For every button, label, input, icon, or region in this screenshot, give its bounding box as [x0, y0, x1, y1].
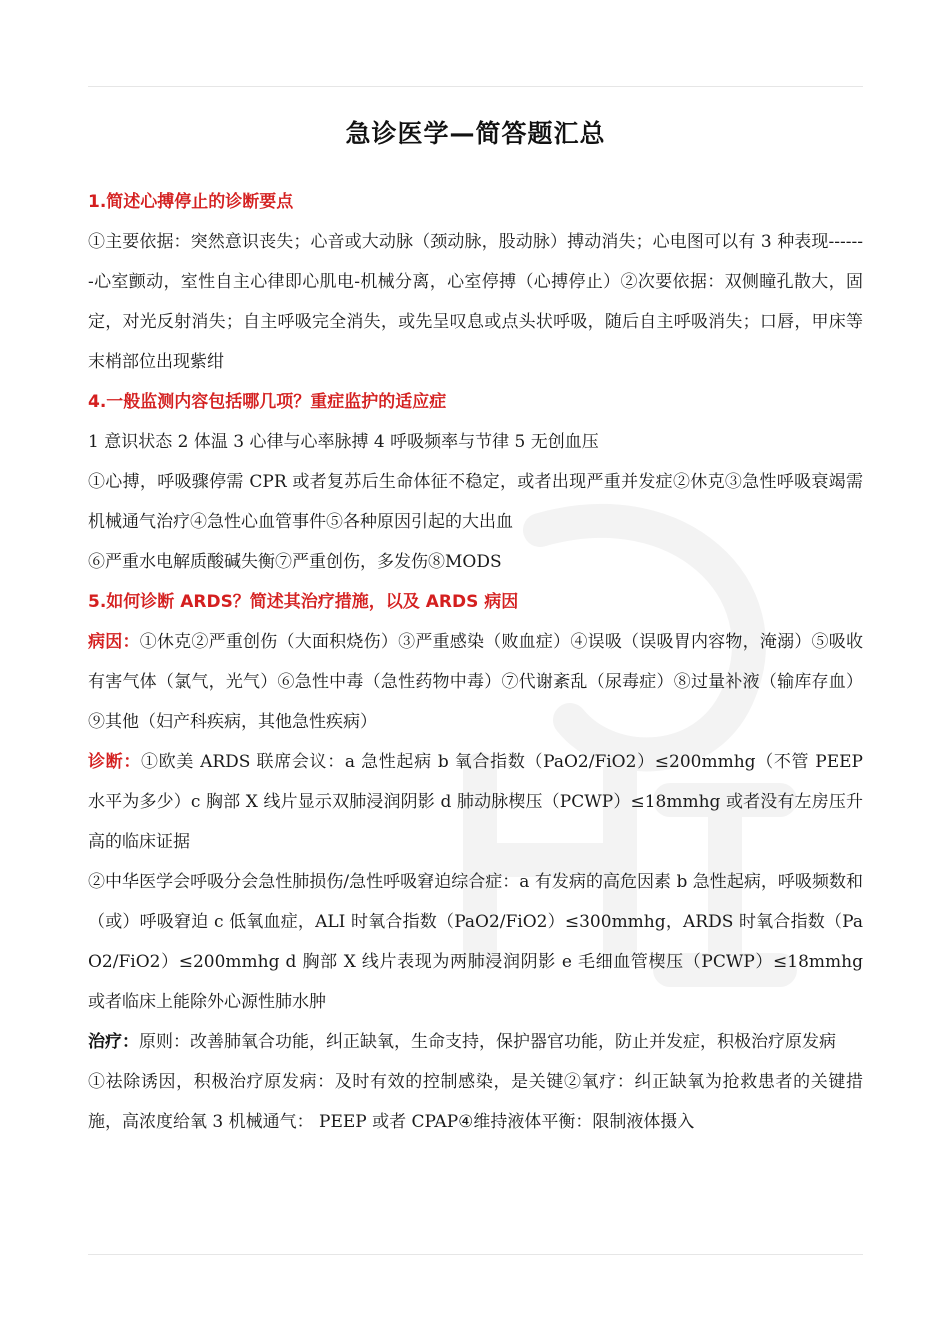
bottom-divider	[88, 1254, 863, 1255]
diagnosis-label: 诊断：	[88, 752, 142, 772]
section-4-heading: 4.一般监测内容包括哪几项？重症监护的适应症	[88, 392, 447, 412]
treatment-text-1: 原则：改善肺氧合功能，纠正缺氧，生命支持，保护器官功能，防止并发症，积极治疗原发病	[139, 1032, 836, 1052]
treatment-paragraph-1	[88, 1022, 863, 1062]
document-body	[88, 182, 863, 1142]
section-1-heading: 1.简述心搏停止的诊断要点	[88, 192, 294, 212]
section-4-paragraph-2: ①心搏，呼吸骤停需 CPR 或者复苏后生命体征不稳定，或者出现严重并发症②休克③急性呼吸衰竭需机械通气治疗④急性心血管事件⑤各种原因引起的大出血	[88, 472, 863, 532]
section-1-paragraph: ①主要依据：突然意识丧失；心音或大动脉（颈动脉，股动脉）搏动消失；心电图可以有 3 种表现-------心室颤动，室性自主心律即心肌电-机械分离，心室停搏（心搏停止）②次要依据：双侧瞳孔散大，固定，对光反射消失；自主呼吸完全消失，或先呈叹息或点头状呼吸，随后自主呼吸消失；口唇，甲床等末梢部位出现紫绀	[88, 232, 863, 372]
diagnosis-text-1: ①欧美 ARDS 联席会议：a 急性起病 b 氧合指数（PaO2/FiO2）≤200mmhg（不管 PEEP 水平为多少）c 胸部 X 线片显示双肺浸润阴影 d 肺动脉楔压（PCWP）≤18mmhg 或者没有左房压升高的临床证据	[88, 752, 863, 852]
section-5-heading: 5.如何诊断 ARDS？简述其治疗措施，以及 ARDS 病因	[88, 592, 519, 612]
diagnosis-paragraph-2: ②中华医学会呼吸分会急性肺损伤/急性呼吸窘迫综合症：a 有发病的高危因素 b 急性起病，呼吸频数和（或）呼吸窘迫 c 低氧血症，ALI 时氧合指数（PaO2/FiO2）≤300mmhg，ARDS 时氧合指数（PaO2/FiO2）≤200mmhg d 胸部 X 线片表现为两肺浸润阴影 e 毛细血管楔压（PCWP）≤18mmhg 或者临床上能除外心源性肺水肿	[88, 872, 863, 1012]
top-divider	[88, 86, 863, 87]
section-4-paragraph-1: 1 意识状态 2 体温 3 心律与心率脉搏 4 呼吸频率与节律 5 无创血压	[88, 432, 599, 452]
page-title: 急诊医学—简答题汇总	[345, 119, 606, 148]
treatment-paragraph-2: ①祛除诱因，积极治疗原发病：及时有效的控制感染，是关键②氧疗：纠正缺氧为抢救患者的关键措施，高浓度给氧 3 机械通气： PEEP 或者 CPAP④维持液体平衡：限制液体摄入	[88, 1072, 863, 1132]
section-4-paragraph-3: ⑥严重水电解质酸碱失衡⑦严重创伤，多发伤⑧MODS	[88, 552, 502, 572]
treatment-label: 治疗：	[88, 1032, 139, 1052]
diagnosis-paragraph-1	[88, 742, 863, 862]
cause-paragraph	[88, 622, 863, 742]
cause-text: ①休克②严重创伤（大面积烧伤）③严重感染（败血症）④误吸（误吸胃内容物，淹溺）⑤吸收有害气体（氯气，光气）⑥急性中毒（急性药物中毒）⑦代谢紊乱（尿毒症）⑧过量补液（输库存血）⑨其他（妇产科疾病，其他急性疾病）	[88, 632, 864, 732]
cause-label: 病因：	[88, 632, 140, 652]
